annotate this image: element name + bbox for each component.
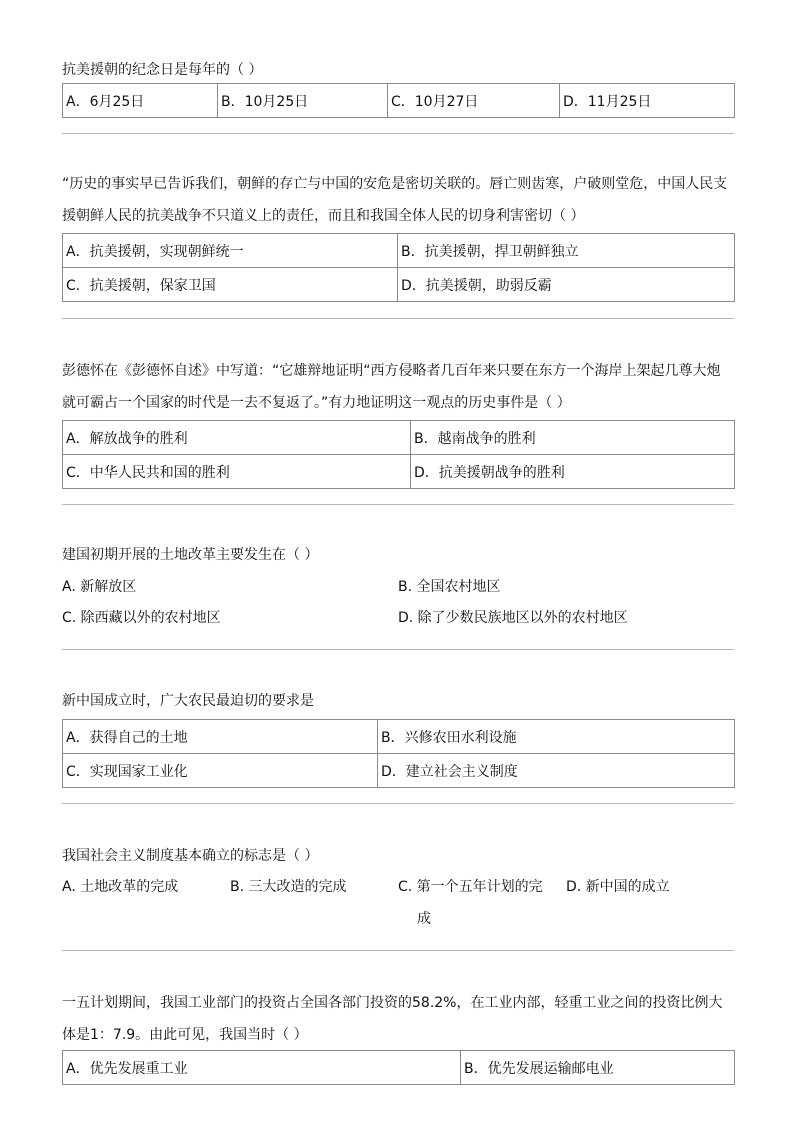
option-b[interactable]: B．10月25日 [218, 84, 388, 118]
option-a[interactable]: A．解放战争的胜利 [63, 421, 411, 455]
question-stem: 一五计划期间，我国工业部门的投资占全国各部门投资的58.2%，在工业内部，轻重工业之间的投资比例大体是1：7.9。由此可见，我国当时（ ） [62, 995, 723, 1043]
option-a[interactable]: A．抗美援朝，实现朝鲜统一 [63, 234, 398, 268]
option-c[interactable]: C. 除西藏以外的农村地区 [62, 610, 221, 626]
question-stem: “历史的事实早已告诉我们，朝鲜的存亡与中国的安危是密切关联的。唇亡则齿寒，户破则堂危，中国人民支援朝鲜人民的抗美战争不只道义上的责任，而且和我国全体人民的切身利害密切（ ） [62, 176, 728, 224]
option-b[interactable]: B．兴修农田水利设施 [378, 720, 735, 754]
options-table [62, 233, 735, 302]
option-d[interactable]: D. 新中国的成立 [566, 879, 670, 895]
question-stem: 我国社会主义制度基本确立的标志是（ ） [62, 848, 319, 864]
question-stem: 建国初期开展的土地改革主要发生在（ ） [62, 547, 319, 563]
option-d[interactable]: D. 除了少数民族地区以外的农村地区 [398, 610, 628, 626]
options-table [62, 719, 735, 788]
question-5-options [62, 719, 734, 788]
option-c[interactable]: C．中华人民共和国的胜利 [63, 455, 411, 489]
question-2 [62, 168, 734, 232]
question-5 [62, 685, 734, 717]
question-7-options [62, 1050, 734, 1085]
option-b[interactable]: B．优先发展运输邮电业 [461, 1051, 735, 1085]
option-d[interactable]: D．抗美援朝战争的胜利 [411, 455, 735, 489]
question-3 [62, 355, 734, 419]
option-a[interactable]: A. 土地改革的完成 [62, 879, 179, 895]
divider [62, 504, 734, 505]
option-c[interactable]: C. 第一个五年计划的完 [398, 879, 543, 895]
option-c[interactable]: C．10月27日 [388, 84, 560, 118]
option-d[interactable]: D．11月25日 [560, 84, 735, 118]
option-d[interactable]: D．抗美援朝，助弱反霸 [398, 268, 735, 302]
option-b[interactable]: B．抗美援朝，捍卫朝鲜独立 [398, 234, 735, 268]
question-stem: 彭德怀在《彭德怀自述》中写道：“它雄辩地证明“西方侵略者几百年来只要在东方一个海岸上架起几尊大炮就可霸占一个国家的时代是一去不复返了。”有力地证明这一观点的历史事件是（ ） [62, 363, 721, 411]
divider [62, 950, 734, 951]
option-a[interactable]: A．6月25日 [63, 84, 218, 118]
option-b[interactable]: B. 全国农村地区 [398, 579, 501, 595]
option-b[interactable]: B．越南战争的胜利 [411, 421, 735, 455]
options-table [62, 83, 735, 118]
option-c[interactable]: C．抗美援朝，保家卫国 [63, 268, 398, 302]
question-1-options [62, 83, 734, 118]
divider [62, 133, 734, 134]
question-3-options [62, 420, 734, 489]
option-a[interactable]: A．优先发展重工业 [63, 1051, 461, 1085]
divider [62, 318, 734, 319]
option-c-continuation: 成 [417, 911, 431, 927]
question-1 [62, 54, 734, 86]
option-a[interactable]: A．获得自己的土地 [63, 720, 378, 754]
question-4 [62, 539, 734, 571]
question-6 [62, 840, 734, 872]
divider [62, 803, 734, 804]
option-b[interactable]: B. 三大改造的完成 [230, 879, 347, 895]
options-table [62, 1050, 735, 1085]
option-d[interactable]: D．建立社会主义制度 [378, 754, 735, 788]
question-stem: 抗美援朝的纪念日是每年的（ ） [62, 62, 263, 78]
divider [62, 649, 734, 650]
option-a[interactable]: A. 新解放区 [62, 579, 137, 595]
option-c[interactable]: C．实现国家工业化 [63, 754, 378, 788]
question-2-options [62, 233, 734, 302]
question-stem: 新中国成立时，广大农民最迫切的要求是 [62, 693, 314, 709]
options-table [62, 420, 735, 489]
question-7 [62, 987, 734, 1051]
